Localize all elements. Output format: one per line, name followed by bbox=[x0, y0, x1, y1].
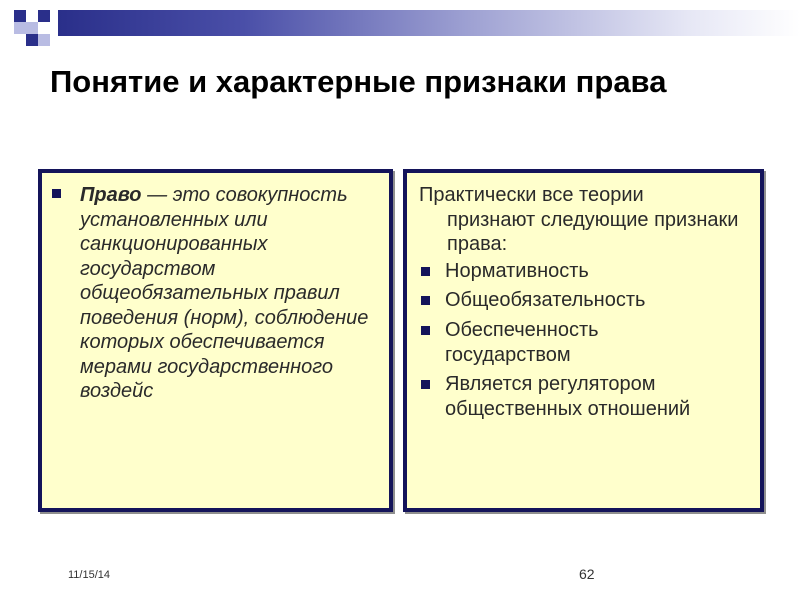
decor-square bbox=[26, 34, 38, 46]
features-box bbox=[403, 169, 764, 512]
features-intro-rest: признают следующие признаки права: bbox=[447, 208, 739, 255]
definition-body: — это совокупность установленных или санкционированных государством общеобязательных правил поведения (норм), соблюдение которых обеспечивается мерами государственного воздейс bbox=[80, 184, 369, 402]
decor-square bbox=[14, 22, 26, 34]
feature-text: Нормативность bbox=[445, 260, 589, 282]
feature-text: Является регулятором общественных отношений bbox=[445, 373, 691, 420]
bullet-square-icon bbox=[421, 267, 430, 276]
slide-title: Понятие и характерные признаки права bbox=[50, 64, 667, 99]
bullet-square-icon bbox=[52, 189, 61, 198]
features-intro-line1: Практически все теории bbox=[419, 184, 644, 206]
bullet-square-icon bbox=[421, 296, 430, 305]
decor-square bbox=[14, 10, 26, 22]
decor-square bbox=[38, 10, 50, 22]
decor-square bbox=[38, 34, 50, 46]
definition-text bbox=[80, 183, 380, 404]
definition-term: Право bbox=[80, 184, 142, 206]
definition-box bbox=[38, 169, 393, 512]
feature-text: Обеспеченность государством bbox=[445, 319, 599, 366]
bullet-square-icon bbox=[421, 326, 430, 335]
page-number: 62 bbox=[579, 566, 595, 582]
feature-text: Общеобязательность bbox=[445, 289, 646, 311]
header-band bbox=[58, 10, 800, 36]
bullet-square-icon bbox=[421, 380, 430, 389]
features-list bbox=[407, 173, 760, 508]
decor-square bbox=[26, 22, 38, 34]
slide-date: 11/15/14 bbox=[68, 569, 111, 581]
